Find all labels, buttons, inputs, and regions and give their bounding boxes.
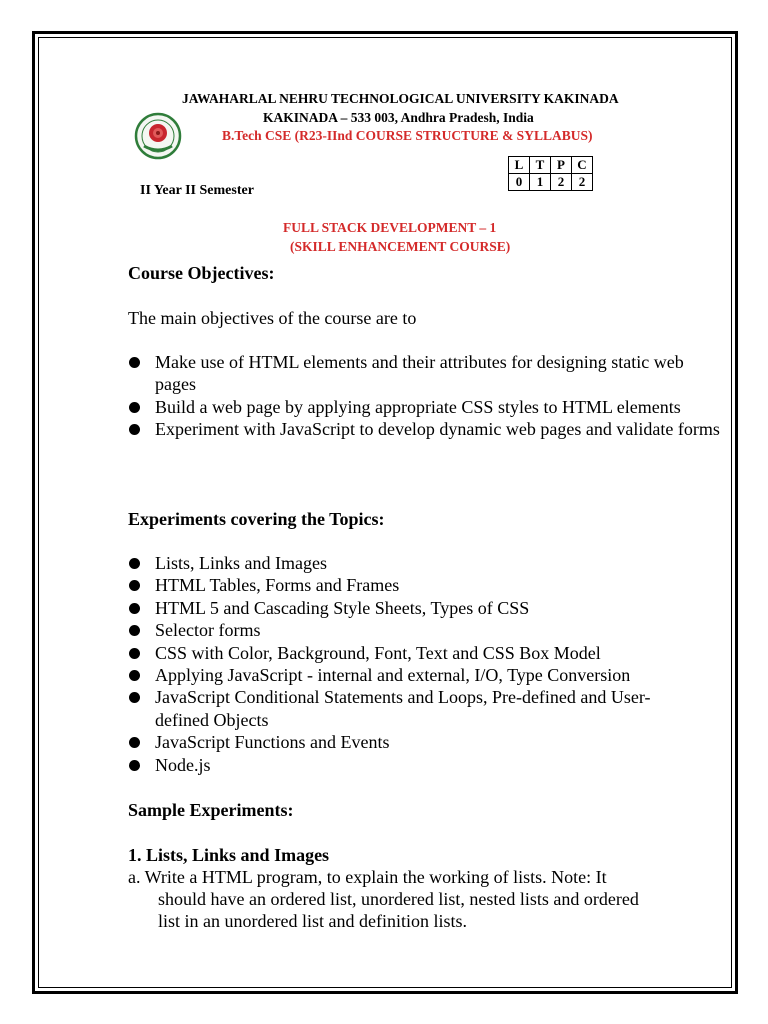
- ltpc-value-cell: 1: [530, 174, 551, 191]
- list-item: Selector forms: [128, 619, 728, 641]
- experiment-a-line2: should have an ordered list, unordered list, nested lists and ordered: [158, 889, 639, 909]
- university-name: JAWAHARLAL NEHRU TECHNOLOGICAL UNIVERSITY KAKINADA: [182, 91, 619, 106]
- list-item: CSS with Color, Background, Font, Text and CSS Box Model: [128, 642, 728, 664]
- section1-title: 1. Lists, Links and Images: [128, 845, 330, 865]
- ltpc-table: [508, 156, 593, 191]
- course-title: FULL STACK DEVELOPMENT – 1: [283, 220, 497, 235]
- course-subtitle: (SKILL ENHANCEMENT COURSE): [290, 239, 511, 254]
- university-address: KAKINADA – 533 003, Andhra Pradesh, India: [263, 110, 534, 125]
- experiment-a-line1: a. Write a HTML program, to explain the working of lists. Note: It: [128, 867, 607, 887]
- list-item: HTML 5 and Cascading Style Sheets, Types of CSS: [128, 597, 728, 619]
- objectives-list: [128, 351, 728, 441]
- list-item: JavaScript Functions and Events: [128, 731, 728, 753]
- university-logo: [134, 112, 182, 160]
- ltpc-value-cell: 2: [572, 174, 593, 191]
- ltpc-header-cell: T: [530, 157, 551, 174]
- program-title: B.Tech CSE (R23-IInd COURSE STRUCTURE & SYLLABUS): [222, 128, 593, 143]
- ltpc-header-row: [509, 157, 593, 174]
- topics-heading: Experiments covering the Topics:: [128, 509, 385, 529]
- list-item: JavaScript Conditional Statements and Loops, Pre-defined and User-defined Objects: [128, 686, 728, 731]
- ltpc-value-cell: 0: [509, 174, 530, 191]
- samples-heading: Sample Experiments:: [128, 800, 294, 820]
- ltpc-value-cell: 2: [551, 174, 572, 191]
- list-item: Applying JavaScript - internal and external, I/O, Type Conversion: [128, 664, 728, 686]
- list-item: Make use of HTML elements and their attributes for designing static web pages: [128, 351, 728, 396]
- list-item: Lists, Links and Images: [128, 552, 728, 574]
- semester-label: II Year II Semester: [140, 183, 254, 198]
- experiment-a-line3: list in an unordered list and definition lists.: [158, 911, 467, 931]
- list-item: Node.js: [128, 754, 728, 776]
- ltpc-header-cell: L: [509, 157, 530, 174]
- list-item: Build a web page by applying appropriate CSS styles to HTML elements: [128, 396, 728, 418]
- ltpc-header-cell: P: [551, 157, 572, 174]
- list-item: Experiment with JavaScript to develop dynamic web pages and validate forms: [128, 418, 728, 440]
- ltpc-header-cell: C: [572, 157, 593, 174]
- ltpc-value-row: [509, 174, 593, 191]
- objectives-heading: Course Objectives:: [128, 263, 275, 283]
- topics-list: [128, 552, 728, 776]
- objectives-intro: The main objectives of the course are to: [128, 308, 417, 328]
- list-item: HTML Tables, Forms and Frames: [128, 574, 728, 596]
